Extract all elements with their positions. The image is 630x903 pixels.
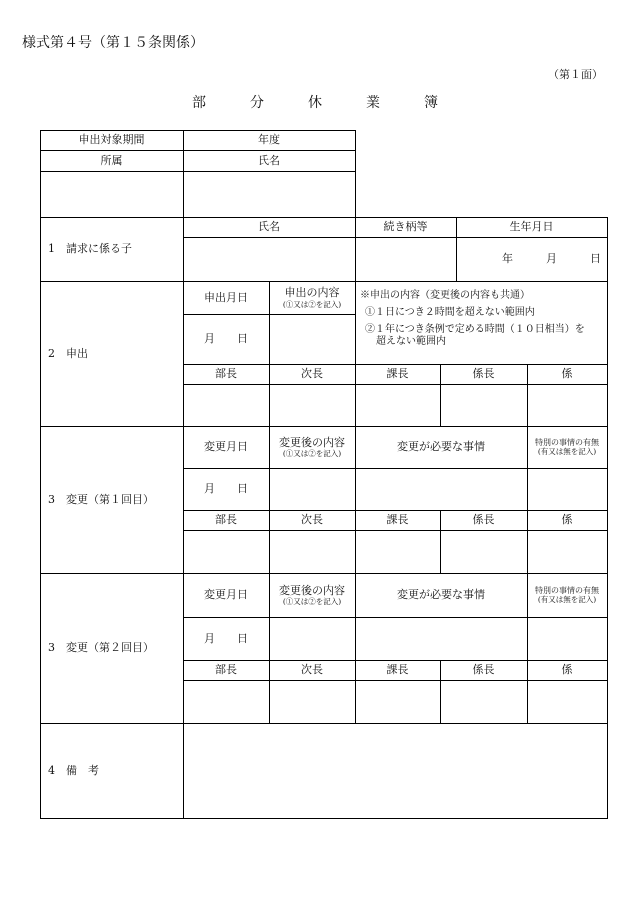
approver-bucho: 部長 bbox=[215, 513, 237, 527]
stamp-kakari[interactable] bbox=[527, 530, 607, 573]
approver-kakari: 係 bbox=[561, 663, 573, 677]
employee-name-field[interactable] bbox=[183, 171, 355, 217]
approver-kakaricho: 係長 bbox=[472, 663, 495, 677]
request-content-label bbox=[269, 281, 355, 314]
change1-date-label: 変更月日 bbox=[204, 440, 248, 454]
rule bbox=[40, 818, 608, 819]
note-title: ※申出の内容（変更後の内容も共通） bbox=[360, 290, 530, 301]
approver-kacho: 課長 bbox=[386, 663, 409, 677]
change2-reason-field[interactable] bbox=[355, 617, 527, 660]
stamp-bucho[interactable] bbox=[183, 680, 269, 723]
section-3-first-heading: 3 変更（第１回目） bbox=[48, 492, 154, 506]
section-1-heading: 1 請求に係る子 bbox=[48, 242, 132, 256]
stamp-jicho[interactable] bbox=[269, 384, 355, 426]
change1-reason-label: 変更が必要な事情 bbox=[397, 440, 485, 454]
approver-kacho: 課長 bbox=[386, 513, 409, 527]
request-content-title: 申出の内容 bbox=[284, 286, 340, 300]
approver-jicho: 次長 bbox=[301, 367, 323, 381]
section-3-second-heading: 3 変更（第２回目） bbox=[48, 641, 154, 655]
note-option-2: ②１年につき条例で定める時間（１０日相当）を bbox=[365, 324, 585, 335]
approver-kakari: 係 bbox=[561, 367, 573, 381]
child-name-label: 氏名 bbox=[258, 220, 280, 234]
note-option-2-cont: 超えない範囲内 bbox=[376, 336, 446, 347]
stamp-kacho[interactable] bbox=[355, 530, 440, 573]
stamp-kakaricho[interactable] bbox=[440, 680, 527, 723]
form-number: 様式第４号（第１５条関係） bbox=[22, 35, 204, 51]
change2-reason-label: 変更が必要な事情 bbox=[397, 588, 485, 602]
change2-content-title: 変更後の内容 bbox=[279, 583, 345, 597]
fiscal-year-label: 年度 bbox=[258, 133, 280, 147]
request-content-note bbox=[360, 290, 605, 362]
page-number: （第１面） bbox=[548, 68, 603, 81]
approver-kacho: 課長 bbox=[386, 367, 409, 381]
request-content-sub: (①又は②を記入) bbox=[282, 299, 342, 309]
change1-content-label bbox=[269, 426, 355, 468]
relation-label: 続き柄等 bbox=[383, 220, 428, 234]
change1-special-title: 特別の事情の有無 bbox=[535, 437, 599, 447]
employee-name-label: 氏名 bbox=[258, 153, 280, 167]
document-title: 部 分 休 業 簿 bbox=[192, 95, 453, 111]
change2-content-sub: (①又は②を記入) bbox=[282, 597, 342, 607]
change1-special-sub: (有又は無を記入) bbox=[537, 447, 597, 457]
change2-special-title: 特別の事情の有無 bbox=[535, 585, 599, 595]
note-option-1: ①１日につき２時間を超えない範囲内 bbox=[365, 307, 535, 318]
approver-kakaricho: 係長 bbox=[472, 513, 495, 527]
change2-content-label bbox=[269, 573, 355, 617]
stamp-kakari[interactable] bbox=[527, 680, 607, 723]
change1-special-label bbox=[527, 426, 607, 468]
change2-date-field[interactable]: 月 日 bbox=[204, 631, 248, 645]
remarks-field[interactable] bbox=[183, 723, 607, 818]
relation-field[interactable] bbox=[355, 237, 456, 281]
section-4-heading: 4 備 考 bbox=[48, 763, 99, 777]
affiliation-label: 所属 bbox=[100, 153, 123, 167]
change1-date-field[interactable]: 月 日 bbox=[204, 482, 248, 496]
approver-jicho: 次長 bbox=[301, 663, 323, 677]
section-2-heading: 2 申出 bbox=[48, 346, 88, 360]
rule bbox=[40, 217, 41, 819]
approver-bucho: 部長 bbox=[215, 663, 237, 677]
stamp-kacho[interactable] bbox=[355, 680, 440, 723]
period-label: 申出対象期間 bbox=[78, 133, 145, 147]
request-date-field[interactable]: 月 日 bbox=[204, 332, 248, 346]
rule bbox=[607, 217, 608, 819]
stamp-jicho[interactable] bbox=[269, 680, 355, 723]
change1-content-field[interactable] bbox=[269, 468, 355, 510]
approver-bucho: 部長 bbox=[215, 367, 237, 381]
change2-special-label bbox=[527, 573, 607, 617]
change1-content-sub: (①又は②を記入) bbox=[282, 449, 342, 459]
stamp-kakari[interactable] bbox=[527, 384, 607, 426]
stamp-kakaricho[interactable] bbox=[440, 384, 527, 426]
change2-special-field[interactable] bbox=[527, 617, 607, 660]
request-date-label: 申出月日 bbox=[204, 290, 248, 304]
stamp-kacho[interactable] bbox=[355, 384, 440, 426]
rule bbox=[355, 130, 356, 218]
request-content-field[interactable] bbox=[269, 314, 355, 364]
stamp-jicho[interactable] bbox=[269, 530, 355, 573]
change1-content-title: 変更後の内容 bbox=[279, 435, 345, 449]
child-name-field[interactable] bbox=[183, 237, 355, 281]
change1-reason-field[interactable] bbox=[355, 468, 527, 510]
stamp-bucho[interactable] bbox=[183, 530, 269, 573]
change1-special-field[interactable] bbox=[527, 468, 607, 510]
stamp-kakaricho[interactable] bbox=[440, 530, 527, 573]
approver-jicho: 次長 bbox=[301, 513, 323, 527]
approver-kakari: 係 bbox=[561, 513, 573, 527]
change2-special-sub: (有又は無を記入) bbox=[537, 595, 597, 605]
change2-date-label: 変更月日 bbox=[204, 588, 248, 602]
approver-kakaricho: 係長 bbox=[472, 367, 495, 381]
birthdate-field[interactable]: 年 月 日 bbox=[502, 252, 601, 266]
birthdate-label: 生年月日 bbox=[509, 220, 554, 234]
change2-content-field[interactable] bbox=[269, 617, 355, 660]
affiliation-field[interactable] bbox=[40, 171, 183, 217]
stamp-bucho[interactable] bbox=[183, 384, 269, 426]
